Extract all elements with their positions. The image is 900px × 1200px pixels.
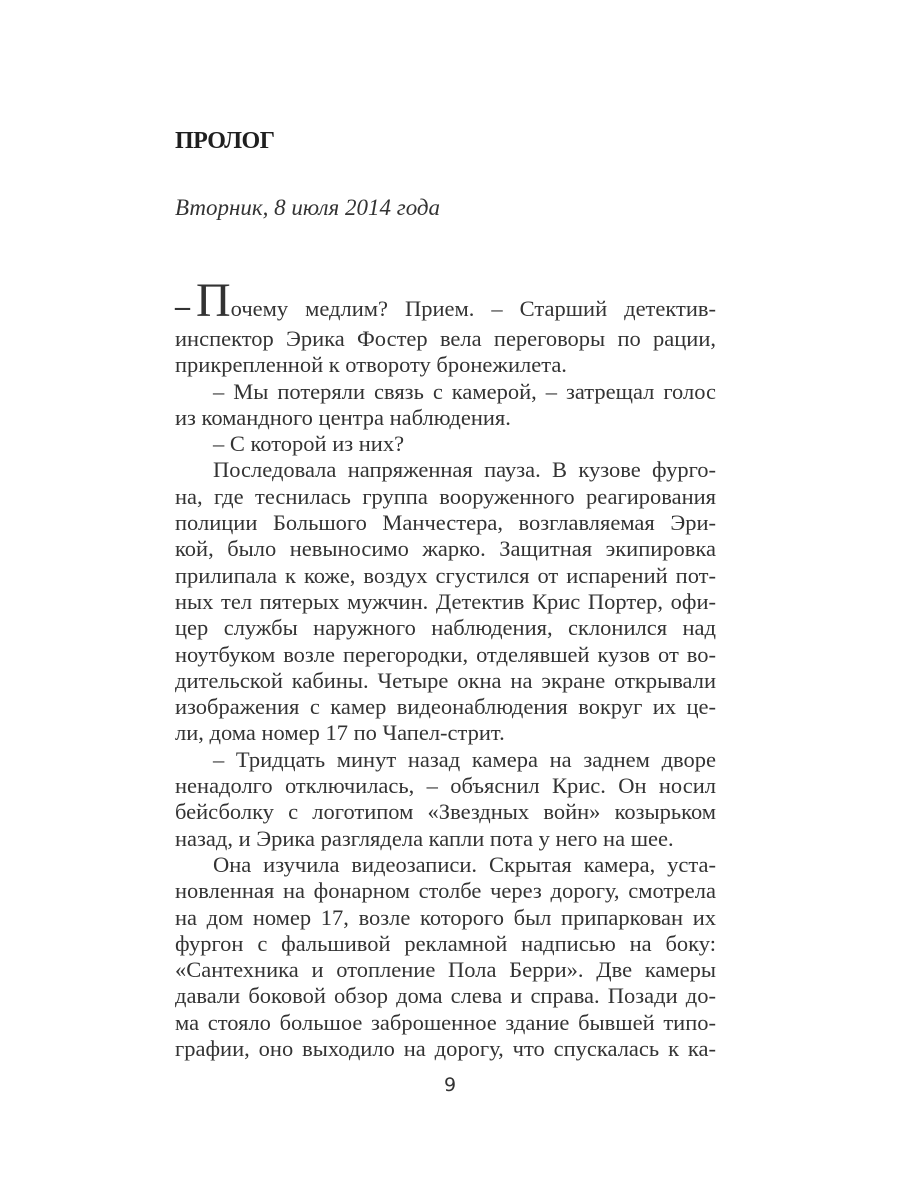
text-line: прикрепленной к отвороту бронежилета. xyxy=(175,352,567,378)
dateline: Вторник, 8 июля 2014 года xyxy=(175,195,441,220)
text-line: Она изучила видеозаписи. Скрытая камера, уста- xyxy=(213,851,716,877)
body-text xyxy=(175,274,716,1062)
text-line: графии, оно выходило на дорогу, что спускалась к ка- xyxy=(175,1036,716,1062)
text-line: на, где теснилась группа вооруженного реагирования xyxy=(175,483,716,509)
text-line: ли, дома номер 17 по Чапел-стрит. xyxy=(175,720,505,746)
chapter-title: ПРОЛОГ xyxy=(175,128,275,154)
text-line: новленная на фонарном столбе через дорогу, смотрела xyxy=(175,878,716,904)
first-line xyxy=(175,274,716,327)
text-line: – Тридцать минут назад камера на заднем дворе xyxy=(213,746,716,772)
text-line: инспектор Эрика Фостер вела переговоры по рации, xyxy=(175,326,716,351)
text-line: ма стояло большое заброшенное здание бывшей типо- xyxy=(175,1009,716,1035)
text-line: на дом номер 17, возле которого был припаркован их xyxy=(175,904,716,930)
text-line: бейсболку с логотипом «Звездных войн» козырьком xyxy=(175,799,716,825)
text-line: назад, и Эрика разглядела капли пота у него на шее. xyxy=(175,825,674,851)
text-line: Последовала напряженная пауза. В кузове фурго- xyxy=(213,457,716,483)
text-line: – С которой из них? xyxy=(213,431,405,457)
text-line: ненадолго отключилась, – объяснил Крис. Он носил xyxy=(175,773,716,799)
text-line: фургон с фальшивой рекламной надписью на боку: xyxy=(175,930,716,956)
text-line: – Мы потеряли связь с камерой, – затрещал голос xyxy=(213,378,716,404)
text-line: полиции Большого Манчестера, возглавляемая Эри- xyxy=(175,510,716,536)
drop-cap: П xyxy=(196,274,231,327)
text-line: давали боковой обзор дома слева и справа. Позади до- xyxy=(175,983,716,1009)
first-line-text: очему медлим? Прием. – Старший детектив- xyxy=(230,296,716,321)
text-line: прилипала к коже, воздух сгустился от испарений пот- xyxy=(175,562,716,588)
text-line: ноутбуком возле перегородки, отделявшей кузов от во- xyxy=(175,641,716,667)
text-line: изображения с камер видеонаблюдения вокруг их це- xyxy=(175,694,716,720)
text-line: дительской кабины. Четыре окна на экране открывали xyxy=(175,667,716,693)
text-line: кой, было невыносимо жарко. Защитная экипировка xyxy=(175,536,716,562)
text-line: ных тел пятерых мужчин. Детектив Крис Портер, офи- xyxy=(175,588,716,614)
text-line: из командного центра наблюдения. xyxy=(175,404,511,430)
opening-dash: – xyxy=(175,290,190,323)
text-line: «Сантехника и отопление Пола Берри». Две камеры xyxy=(175,957,716,983)
text-line: цер службы наружного наблюдения, склонился над xyxy=(175,615,716,641)
page-number: 9 xyxy=(443,1074,457,1096)
